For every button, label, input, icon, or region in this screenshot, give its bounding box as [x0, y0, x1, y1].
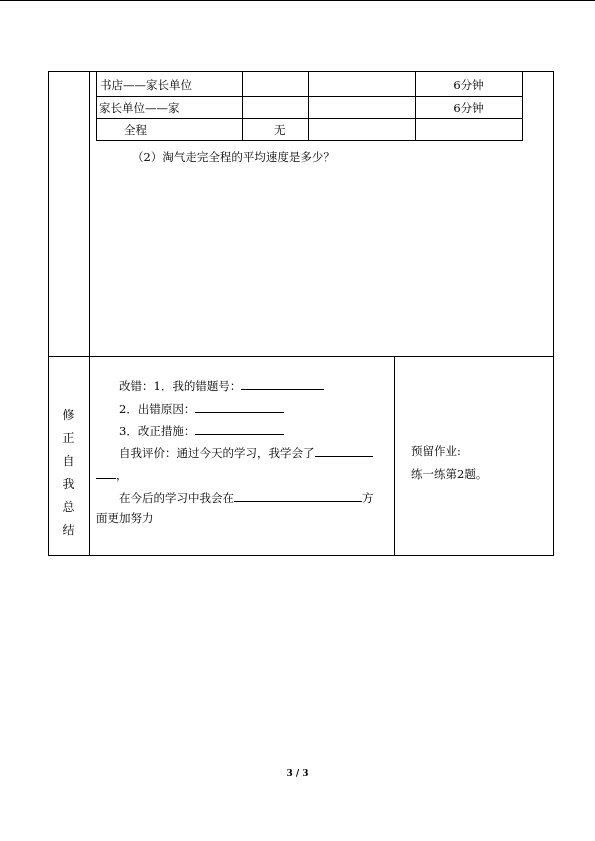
future-effort-blank[interactable]	[234, 489, 362, 502]
self-evaluation-line	[119, 444, 373, 460]
inner-table-border-left	[96, 71, 97, 141]
worksheet-table	[48, 71, 554, 556]
self-evaluation-end: ，	[116, 468, 128, 482]
correction-blank[interactable]	[195, 422, 284, 435]
future-effort-continuation: 面更加努力	[96, 511, 154, 525]
inner-table-border-right	[522, 71, 523, 141]
row-2-route: 家长单位——家	[99, 101, 180, 115]
error-number-line	[119, 377, 324, 393]
self-evaluation-blank[interactable]	[315, 444, 373, 457]
self-evaluation-blank-cont[interactable]	[96, 466, 116, 479]
row-1-route: 书店——家长单位	[100, 78, 192, 92]
side-label-char-5: 总	[62, 500, 75, 514]
self-evaluation-continuation	[96, 466, 128, 482]
homework-content: 练一练第2题。	[411, 467, 488, 481]
error-reason-blank[interactable]	[195, 400, 284, 413]
correction-label: 3．改正措施：	[119, 424, 196, 438]
error-reason-line	[119, 400, 284, 416]
question-2: （2）淘气走完全程的平均速度是多少？	[132, 150, 335, 164]
self-evaluation-label: 自我评价：通过今天的学习，我学会了	[119, 446, 315, 460]
future-effort-suffix: 方	[362, 491, 374, 505]
inner-table-rule-3	[96, 140, 522, 141]
side-label-char-3: 自	[62, 454, 75, 468]
summary-side-label	[48, 404, 89, 542]
row-2-time: 6分钟	[453, 101, 484, 115]
inner-table-rule-2	[96, 118, 522, 119]
row-3-col-2: 无	[274, 123, 286, 137]
section-divider	[48, 356, 554, 357]
inner-table-col-3	[308, 71, 309, 141]
inner-table-rule-1	[96, 96, 522, 97]
row-1-time: 6分钟	[453, 78, 484, 92]
inner-table-col-2	[242, 71, 243, 141]
error-number-label: 改错：1．我的错题号：	[119, 379, 242, 393]
row-3-route: 全程	[124, 123, 147, 137]
page-top-rule	[0, 0, 595, 1]
homework-title: 预留作业:	[411, 444, 461, 458]
summary-column-divider	[394, 356, 395, 556]
side-label-char-1: 修	[62, 408, 75, 422]
error-number-blank[interactable]	[241, 377, 324, 390]
side-label-char-2: 正	[62, 431, 75, 445]
page-number: 3 / 3	[286, 769, 309, 779]
future-effort-line	[119, 489, 374, 505]
error-reason-label: 2．出错原因：	[119, 402, 196, 416]
future-effort-label: 在今后的学习中我会在	[119, 491, 234, 505]
side-label-char-6: 结	[62, 523, 75, 537]
side-label-char-4: 我	[62, 477, 75, 491]
column-divider-left	[89, 71, 90, 556]
correction-line	[119, 422, 284, 438]
